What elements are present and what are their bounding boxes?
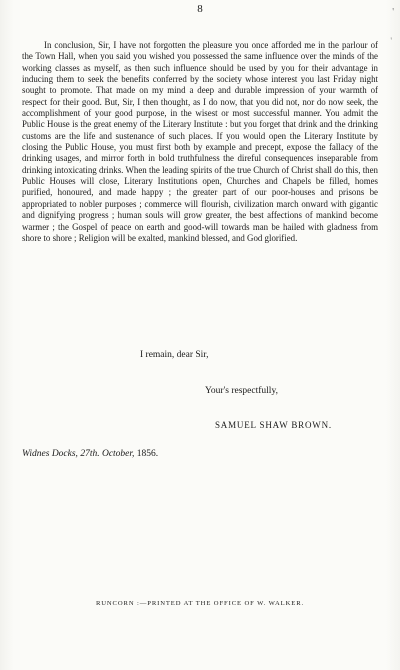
margin-mark: ' [390,36,392,46]
dateline-place: Widnes Docks, [22,449,78,459]
margin-mark: ' [392,7,394,18]
signature: SAMUEL SHAW BROWN. [215,420,332,430]
printer-imprint: RUNCORN :—PRINTED AT THE OFFICE OF W. WALKER. [95,600,305,607]
closing-remain: I remain, dear Sir, [140,350,209,360]
page-number: 8 [197,3,203,15]
letter-body: In conclusion, Sir, I have not forgotten the pleasure you once afforded me in the parlour of the Town Hall, when you said you wished you possessed the same influence over the minds of the working classes as myself, as then such influence should be used by you for their advantage in inducing them to seek the benefits conferred by the society whose interest you last Friday night sought to promote. That made on my mind a deep and durable impression of your warmth of respect for their good. But, Sir, I then thought, as I do now, that you did not, nor do now seek, the accomplishment of your good purpose, in the wisest or most successful manner. You admit the Public House is the great enemy of the Literary Institute : but you forget that drink and the drinking customs are the life and sustenance of such places. If you would open the Literary Institute by closing the Public House, you must first both by example and precept, expose the fallacy of the drinking usages, and mirror forth in bold truthfulness the direful consequences inseparable from drinking intoxicating drinks. When the leading spirits of the true Church of Christ shall do this, then Public Houses will close, Literary Institutions open, Churches and Chapels be filled, homes purified, honoured, and made happy ; the greater part of our poor-houses and prisons be appropriated to nobler purposes ; commerce will flourish, civilization march onward with gigantic and dignifying progress ; human souls will grow greater, the best affections of mankind become warmer ; the Gospel of peace on earth and good-will towards man be hailed with gladness from shore to shore ; Religion will be exalted, mankind blessed, and God glorified. [22,40,378,243]
dateline [22,449,158,459]
dateline-date: 27th. October, [80,449,135,459]
closing-respectfully: Your's respectfully, [205,386,278,396]
dateline-year: 1856. [136,449,159,459]
